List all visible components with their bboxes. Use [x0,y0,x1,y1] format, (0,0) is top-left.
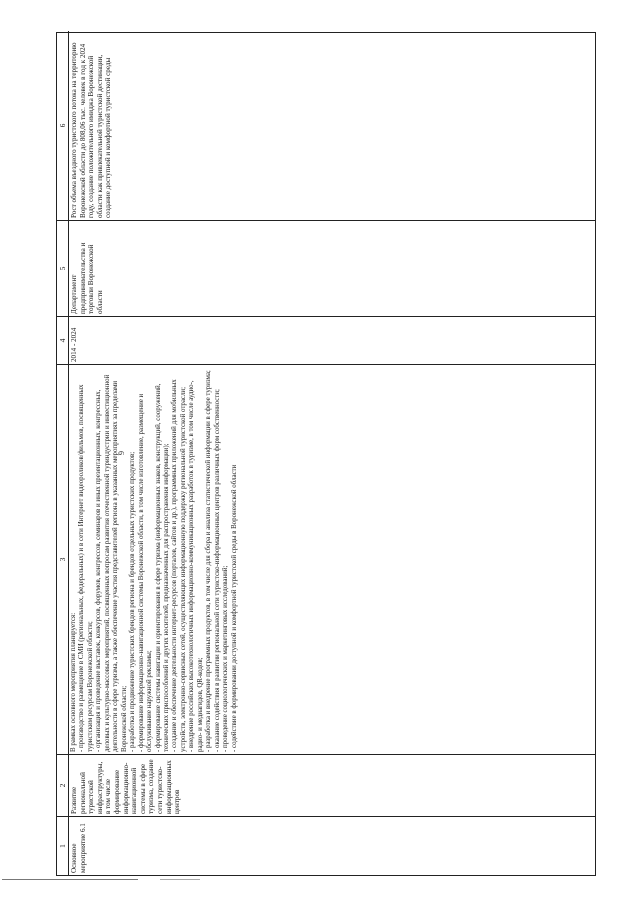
column-6 [57,31,595,221]
column-4 [57,317,595,365]
column-5 [57,221,595,317]
column-2 [57,755,595,817]
period-cell: 2014 - 2024 [70,327,78,362]
column-header-3: 3 [57,365,69,754]
column-header-6: 6 [57,31,69,220]
column-1 [57,817,595,875]
column-header-5: 5 [57,221,69,316]
column-3 [57,365,595,755]
footer-rule-short [160,879,200,880]
column-header-2: 2 [57,755,69,816]
activity-title-cell: Развитие региональной туристской инфраструктуры, в том числе формирование информационно-навигационной системы в сфере туризма, создание сети туристско-информационных центров [70,759,182,814]
column-header-4: 4 [57,317,69,364]
column-header-1: 1 [57,817,69,875]
program-activities-table [56,32,596,876]
responsible-executor-cell: Департамент предпринимательства и торговли Воронежской области [70,242,104,314]
activity-description-cell: В рамках основного мероприятия планируется: - производство и размещение в СМИ (региональных, федеральных) и в сети Интернет видеороликов/фильмов, посвященных туристским ресурсам Воронежской области; - организация и проведение выставок, конкурсов, форумов, конгрессов, семинаров и иных презентационных, конгрессных, деловых и культурно-массовых мероприятий, посвященных вопросам развития отечественной туриндустрии и инвестиционной деятельности в сфере туризма, а также обеспечение участия представителей региона в указанных мероприятиях за пределами Воронежской области; - разработка и продвижение туристских брендов региона и брендов отдельных туристских продуктов; - формирование информационно-навигационной системы Воронежской области, в том числе изготовление, размещение и обслуживание наружной рекламы; - формирование системы навигации и ориентирования в сфере туризма (информационных знаков, конструкций, сооружений, технических приспособлений и других носителей, предназначенных для распространения информации); - создание и обеспечение деятельности интернет-ресурсов (порталов, сайтов и др.), программных приложений для мобильных устройств, электронно-сервисных сетей, осуществляющих информационную поддержку региональной туристской отрасли; - внедрение российских высокотехнологичных информационно-коммуникационных разработок в туризме, в том числе аудио-, радио- и медиагидов, QR-кодов; - разработка и внедрение программных продуктов, в том числе для сбора и анализа статистической информации в сфере туризма; - оказание содействия в развитии региональной сети туристско-информационных центров различных форм собственности; - проведение социологических и маркетинговых исследований; - содействие в формировании доступной и комфортной туристской среды в Воронежской области [70,370,238,752]
page-number: 9 [117,451,126,455]
rotated-page [56,32,596,876]
footer-rule [2,879,138,880]
activity-number-cell: Основное мероприятие 6.1 [70,823,87,873]
expected-result-cell: Рост объема въездного туристского потока на территорию Воронежской области до 808,06 тыс. человек в год к 2024 году, создание положительного имиджа Воронежской области как привлекательной туристской дестинации, создание доступной и комфортной туристской среды [70,42,113,218]
